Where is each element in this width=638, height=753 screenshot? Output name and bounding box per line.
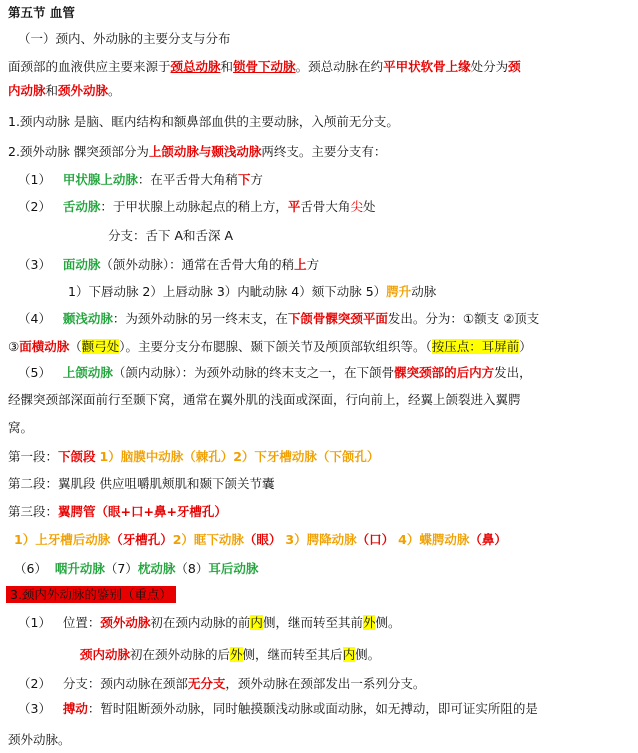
branch-2: （2） 舌动脉：于甲状腺上动脉起点的稍上方，平舌骨大角尖处 xyxy=(18,199,376,214)
intro-paragraph: 面颈部的血液供应主要来源于颈总动脉和锁骨下动脉。颈总动脉在约平甲状软骨上缘处分为颈 xyxy=(8,59,521,74)
branch-5: （5） 上颌动脉（颌内动脉）：为颈外动脉的终末支之一，在下颌骨髁突颈部的后内方发出， xyxy=(18,365,532,380)
branch-3-sub: 1）下唇动脉 2）上唇动脉 3）内眦动脉 4）颏下动脉 5）腭升动脉 xyxy=(68,284,437,299)
branches-6-8: （6） 咽升动脉（7）枕动脉（8）耳后动脉 xyxy=(14,561,259,576)
segment-3: 第三段：翼腭管（眼+口+鼻+牙槽孔） xyxy=(8,504,227,519)
branch-5-cont: 经髁突颈部深面前行至颞下窝，通常在翼外肌的浅面或深面，行向前上，经翼上颌裂进入翼腭 xyxy=(8,392,521,407)
intro-paragraph-cont: 内动脉和颈外动脉。 xyxy=(8,83,121,98)
branch-3: （3） 面动脉（颌外动脉）：通常在舌骨大角的稍上方 xyxy=(18,257,320,272)
segment-2: 第二段：翼肌段 供应咀嚼肌颊肌和颞下颌关节囊 xyxy=(8,476,275,491)
branch-4-cont: ③面横动脉（颧弓处）。主要分支分布腮腺、颞下颌关节及颅顶部软组织等。（按压点：耳屏前） xyxy=(8,339,532,354)
internal-carotid-note: 1.颈内动脉 是脑、眶内结构和额鼻部血供的主要动脉，入颅前无分支。 xyxy=(8,114,399,129)
diff-1-cont: 颈内动脉初在颈外动脉的后外侧，继而转至其后内侧。 xyxy=(80,647,381,662)
segment-3-branches: 1）上牙槽后动脉（牙槽孔）2）眶下动脉（眼） 3）腭降动脉（口） 4）蝶腭动脉（鼻） xyxy=(14,532,507,547)
section-heading: （一）颈内、外动脉的主要分支与分布 xyxy=(18,31,231,46)
external-carotid-note: 2.颈外动脉 髁突颈部分为上颌动脉与颞浅动脉两终支。主要分支有： xyxy=(8,144,387,159)
diff-1: （1） 位置：颈外动脉初在颈内动脉的前内侧，继而转至其前外侧。 xyxy=(18,615,401,630)
branch-1: （1） 甲状腺上动脉：在平舌骨大角稍下方 xyxy=(18,172,263,187)
section-banner: 3.颈内外动脉的鉴别（重点） xyxy=(6,586,176,604)
branch-2-sub: 分支：舌下 A和舌深 A xyxy=(108,228,234,243)
diff-3: （3） 搏动：暂时阻断颈外动脉，同时触摸颞浅动脉或面动脉，如无搏动，即可证实所阻的是 xyxy=(18,701,538,716)
page-title: 第五节 血管 xyxy=(8,5,75,20)
branch-5-end: 窝。 xyxy=(8,420,34,435)
segment-1: 第一段：下颌段 1）脑膜中动脉（棘孔）2）下牙槽动脉（下颌孔） xyxy=(8,449,380,464)
diff-3-cont: 颈外动脉。 xyxy=(8,732,71,747)
branch-4: （4） 颞浅动脉：为颈外动脉的另一终末支，在下颌骨髁突颈平面发出。分为：①额支 ②顶支 xyxy=(18,311,540,326)
diff-2: （2） 分支：颈内动脉在颈部无分支，颈外动脉在颈部发出一系列分支。 xyxy=(18,676,426,691)
